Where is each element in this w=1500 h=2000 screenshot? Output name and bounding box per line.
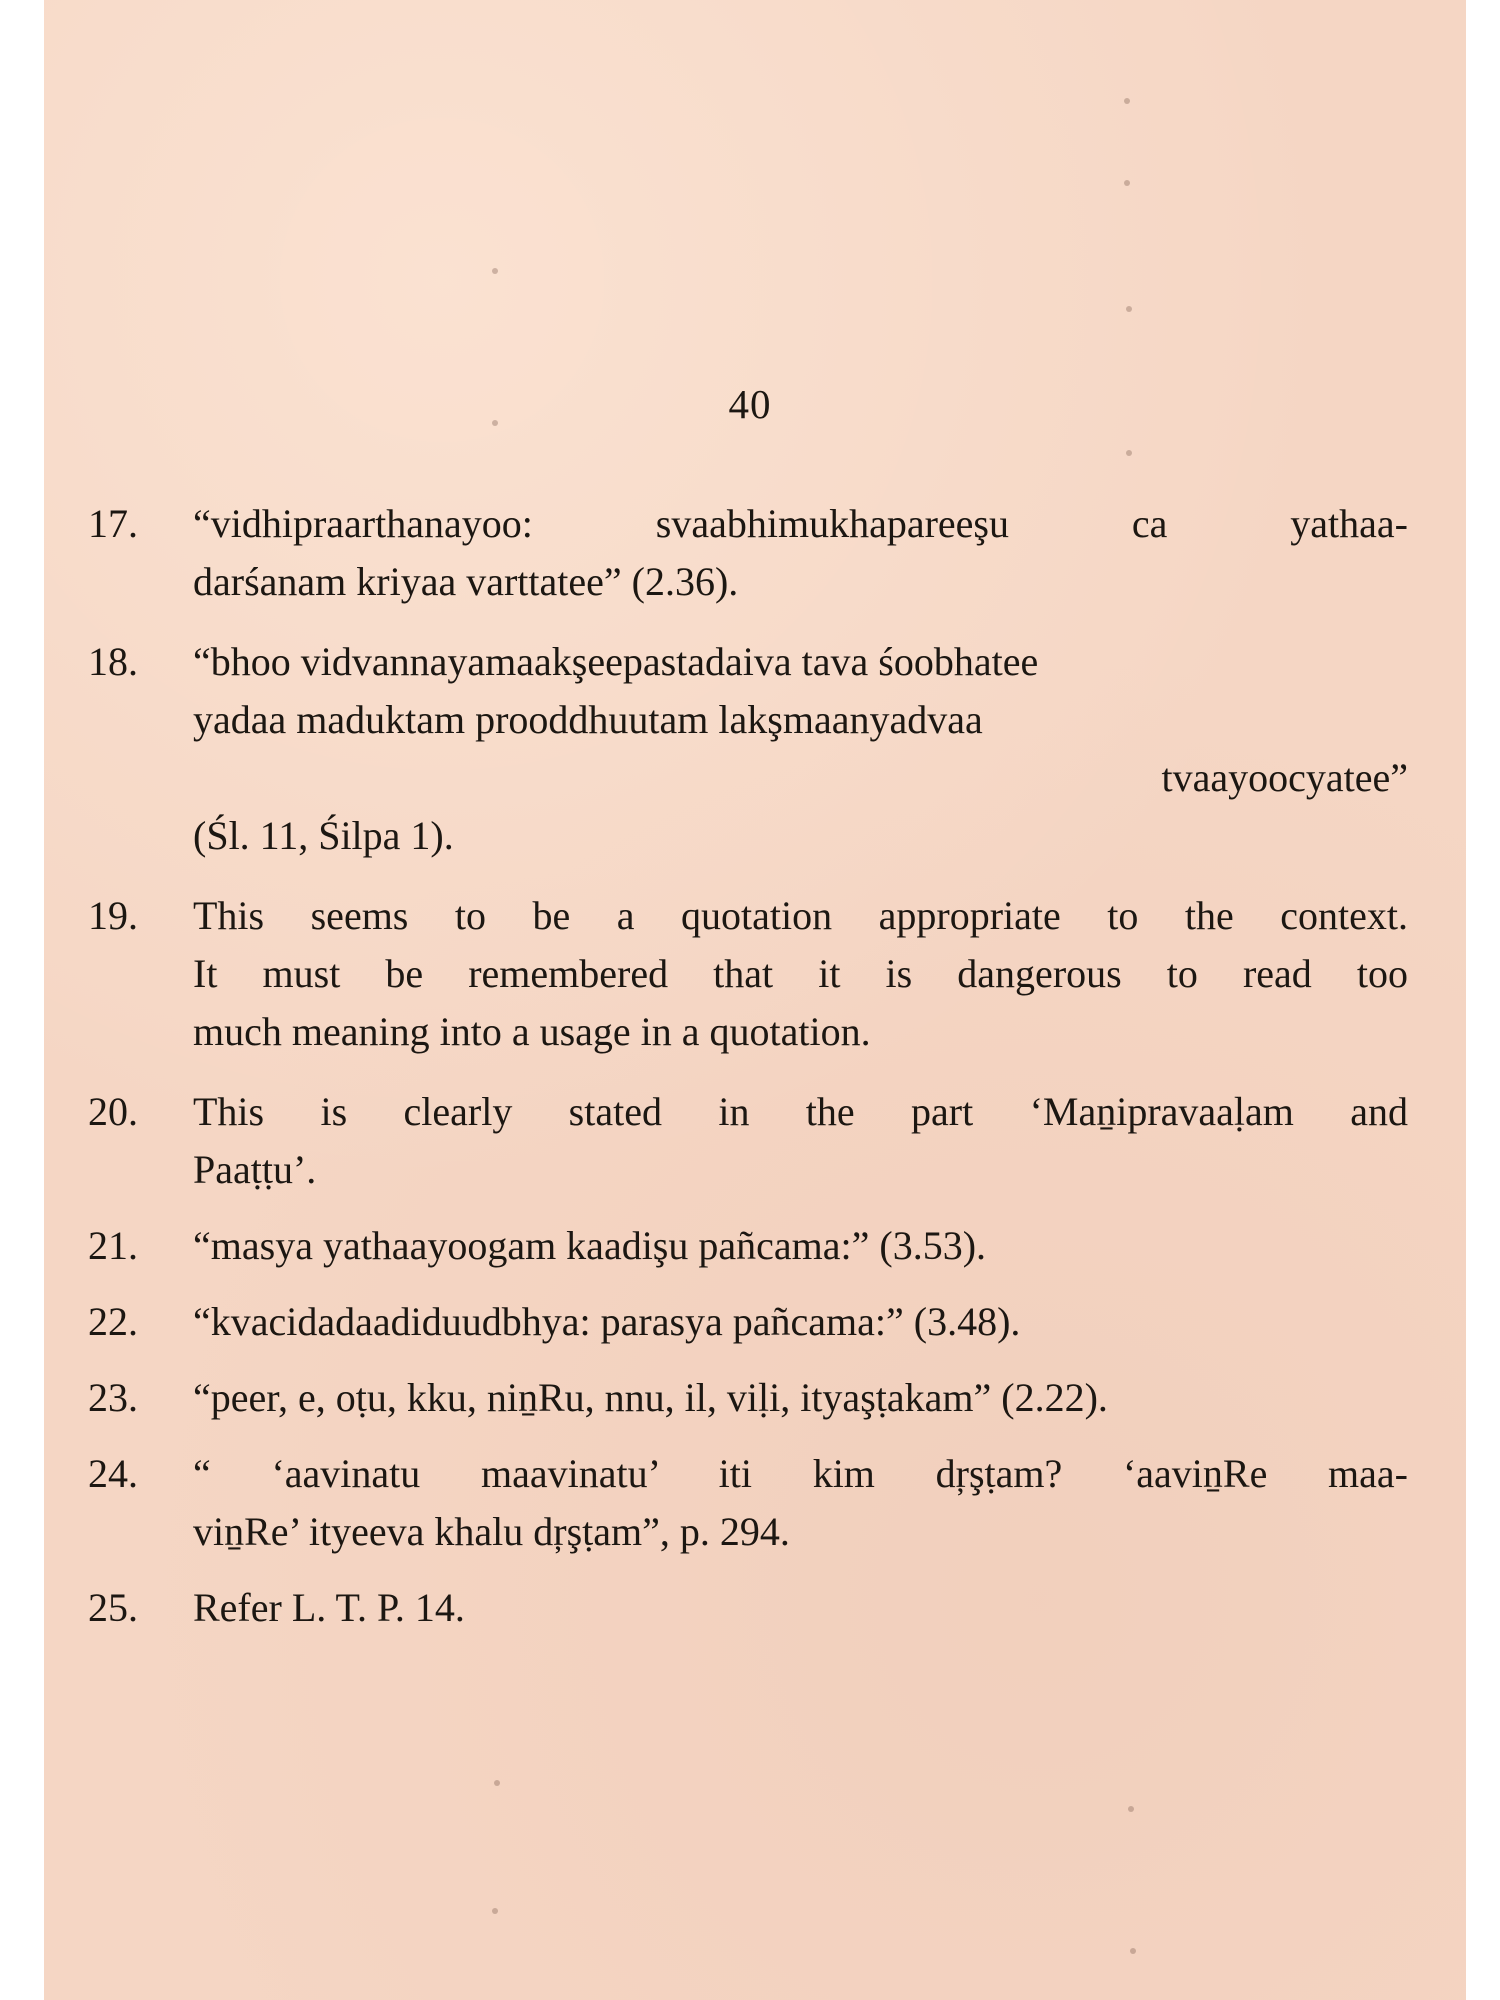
note-line: “vidhipraarthanayoo: svaabhimukhapareeşu ca yathaa- — [193, 501, 1408, 546]
note-number: 23. — [88, 1375, 138, 1420]
note-line: much meaning into a usage in a quotation. — [193, 1009, 871, 1054]
note-line: yadaa maduktam prooddhuutam lakşmaanyadvaa — [193, 697, 983, 742]
note-23 — [88, 1369, 1408, 1427]
note-17 — [88, 495, 1408, 611]
note-number: 20. — [88, 1089, 138, 1134]
paper-speck — [1128, 1806, 1134, 1812]
note-line: darśanam kriyaa varttatee” (2.36). — [193, 559, 739, 604]
note-text — [193, 887, 1408, 1061]
note-text — [193, 1217, 1408, 1275]
note-number: 25. — [88, 1585, 138, 1630]
note-number: 21. — [88, 1223, 138, 1268]
note-line: “kvacidadaadiduudbhya: parasya pañcama:” (3.48). — [193, 1299, 1021, 1344]
note-18 — [88, 633, 1408, 865]
note-line: Refer L. T. P. 14. — [193, 1585, 465, 1630]
note-line: “peer, e, oṭu, kku, niṉRu, nnu, il, viḷi, ityaşṭakam” (2.22). — [193, 1375, 1108, 1420]
note-line: This seems to be a quotation appropriate to the context. — [193, 893, 1408, 938]
note-line: “masya yathaayoogam kaadişu pañcama:” (3.53). — [193, 1223, 987, 1268]
note-21 — [88, 1217, 1408, 1275]
note-number: 22. — [88, 1299, 138, 1344]
note-text — [193, 1369, 1408, 1427]
note-text — [193, 633, 1408, 865]
note-line: viṉRe’ ityeeva khalu dŗşṭam”, p. 294. — [193, 1509, 790, 1554]
paper-speck — [1130, 1948, 1136, 1954]
note-line: “ ‘aavinatu maavinatu’ iti kim dŗşṭam? ‘aaviṉRe maa- — [193, 1451, 1408, 1496]
note-line: “bhoo vidvannayamaakşeepastadaiva tava śoobhatee — [193, 639, 1039, 684]
paper-speck — [1126, 306, 1132, 312]
paper-speck — [1126, 450, 1132, 456]
note-number: 19. — [88, 893, 138, 938]
note-text — [193, 1579, 1408, 1637]
paper-speck — [492, 268, 498, 274]
note-text — [193, 1445, 1408, 1561]
paper-speck — [494, 1780, 500, 1786]
page-number: 40 — [728, 381, 772, 427]
note-text — [193, 1293, 1408, 1351]
note-number: 17. — [88, 501, 138, 546]
paper-speck — [492, 1908, 498, 1914]
note-22 — [88, 1293, 1408, 1351]
note-text — [193, 495, 1408, 611]
paper-speck — [1124, 98, 1130, 104]
note-25 — [88, 1579, 1408, 1637]
note-text — [193, 1083, 1408, 1199]
note-line: It must be remembered that it is dangerous to read too — [193, 951, 1408, 996]
note-19 — [88, 887, 1408, 1061]
note-24 — [88, 1445, 1408, 1561]
note-20 — [88, 1083, 1408, 1199]
endnotes-list — [88, 495, 1408, 1637]
note-line: (Śl. 11, Śilpa 1). — [193, 813, 454, 858]
note-number: 24. — [88, 1451, 138, 1496]
note-line: This is clearly stated in the part ‘Maṉipravaaḷam and — [193, 1089, 1408, 1134]
paper-speck — [1124, 180, 1130, 186]
note-line: tvaayoocyatee” — [1161, 755, 1408, 800]
note-number: 18. — [88, 639, 138, 684]
note-line: Paaṭṭu’. — [193, 1147, 317, 1192]
